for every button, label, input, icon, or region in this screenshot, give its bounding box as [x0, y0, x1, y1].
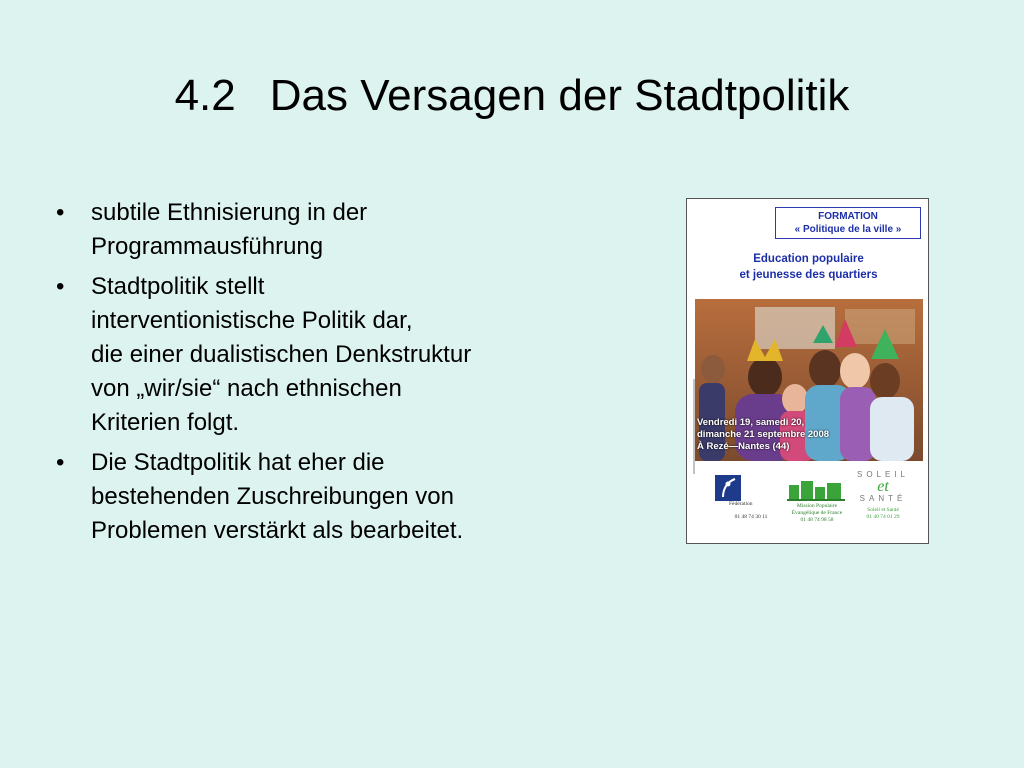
- logo3-word2: et: [877, 478, 889, 495]
- logo1-phone: 01 48 74 30 11: [734, 514, 768, 520]
- title-text: Das Versagen der Stadtpolitik: [269, 71, 850, 120]
- event-poster-image: [686, 198, 929, 544]
- logo2-line2: Évangélique de France: [791, 510, 843, 516]
- bullet-line: die einer dualistischen Denkstruktur: [91, 341, 472, 368]
- logo3-phone: 01 40 74 01 29: [866, 514, 900, 520]
- logo2-line1: Mission Populaire: [796, 503, 838, 509]
- bullet-line: Problemen verstärkt als bearbeitet.: [91, 517, 464, 544]
- title-number: 4.2: [174, 71, 236, 120]
- logo3-word3: SANTÉ: [859, 494, 907, 503]
- bullet-line: von „wir/sie“ nach ethnischen: [91, 375, 402, 402]
- leo-lagrange-logo-icon: [715, 475, 741, 501]
- bullet-line: interventionistische Politik dar,: [91, 307, 413, 334]
- poster-logos: [687, 467, 929, 544]
- event-line2: dimanche 21 septembre 2008: [697, 429, 830, 440]
- poster-heading-line1: Education populaire: [753, 253, 864, 265]
- bullet-line: Stadtpolitik stellt: [91, 273, 265, 300]
- bullet-glyph: •: [56, 273, 65, 300]
- bullet-line: bestehenden Zuschreibungen von: [91, 483, 454, 510]
- poster-heading: [687, 251, 929, 283]
- slide-title: [0, 70, 1024, 122]
- bullet-glyph: •: [56, 449, 65, 476]
- bullet-item: [56, 270, 596, 440]
- bullet-line: subtile Ethnisierung in der: [91, 199, 368, 226]
- poster-heading-line2: et jeunesse des quartiers: [739, 269, 878, 281]
- logo3-word1: SOLEIL: [856, 470, 909, 479]
- logo2-phone: 01 48 74 98 58: [800, 517, 834, 523]
- logo2-text: [781, 503, 853, 524]
- bullet-line: Die Stadtpolitik hat eher die: [91, 449, 385, 476]
- logo3-caption: Soleil et Santé: [867, 507, 899, 513]
- event-line1: Vendredi 19, samedi 20,: [697, 417, 805, 428]
- poster-event-dates: [697, 417, 829, 453]
- mission-populaire-logo-icon: [787, 477, 845, 501]
- bullet-list: [56, 196, 596, 554]
- logo1-line1: Fédération: [729, 501, 753, 507]
- formation-box: [775, 207, 921, 239]
- formation-label: FORMATION: [818, 211, 878, 222]
- bullet-glyph: •: [56, 199, 65, 226]
- bullet-item: [56, 196, 596, 264]
- formation-subtitle: « Politique de la ville »: [794, 224, 902, 235]
- bullet-item: [56, 446, 596, 548]
- bullet-line: Programmausführung: [91, 233, 324, 260]
- logo3-text: [853, 507, 913, 521]
- event-line3: À Rezé—Nantes (44): [697, 441, 790, 452]
- bullet-line: Kriterien folgt.: [91, 409, 240, 436]
- logo1-text: [729, 501, 773, 508]
